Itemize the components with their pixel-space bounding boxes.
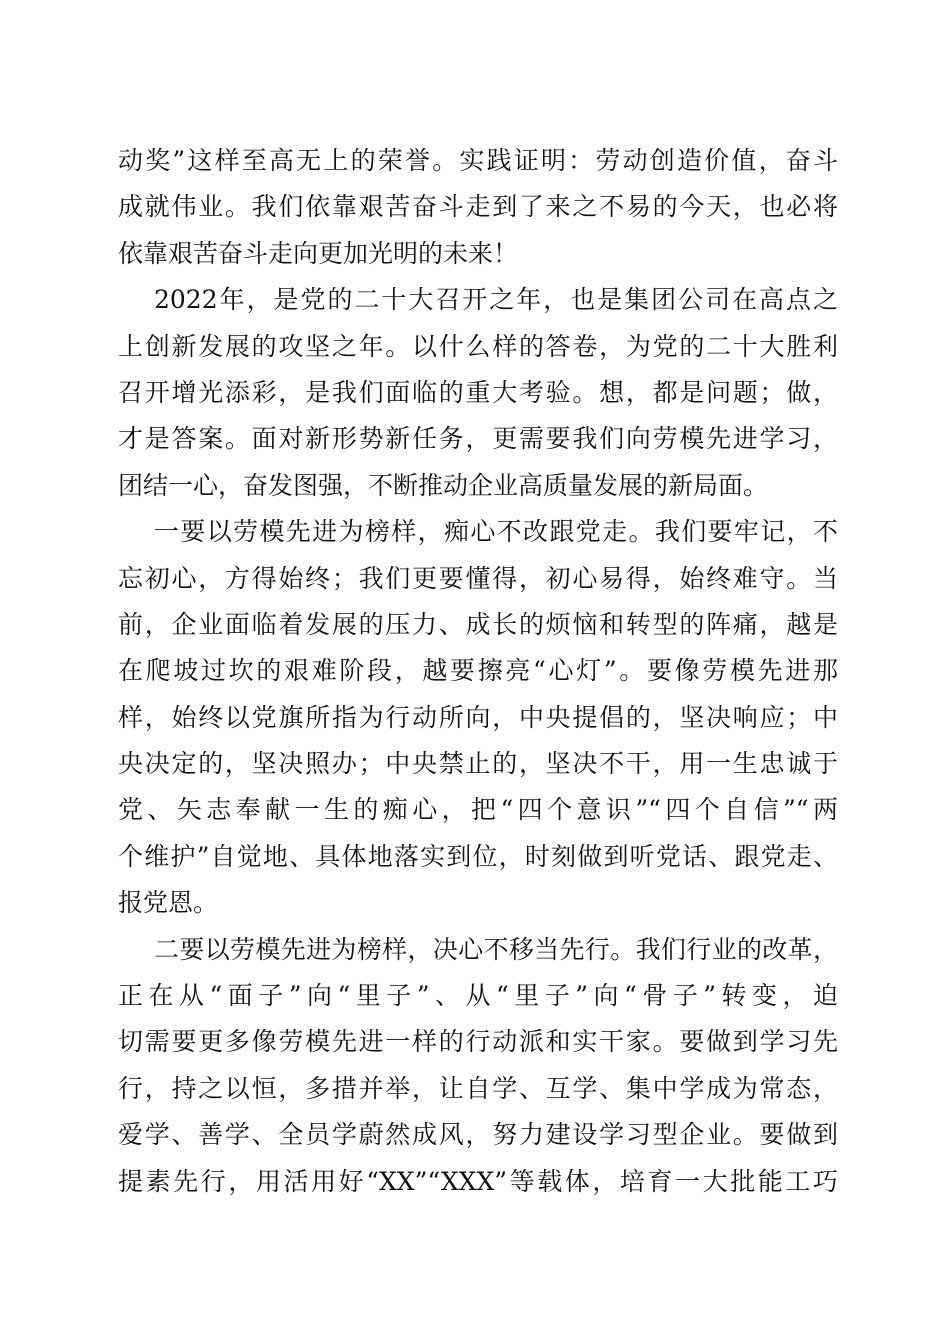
text-line: 党、矢志奉献一生的痴心，把“四个意识”“四个自信”“两 xyxy=(118,795,838,825)
text-line: 上创新发展的攻坚之年。以什么样的答卷，为党的二十大胜利 xyxy=(118,331,838,361)
text-line: 前，企业面临着发展的压力、成长的烦恼和转型的阵痛，越是 xyxy=(118,609,838,639)
text-line: 成就伟业。我们依靠艰苦奋斗走到了来之不易的今天，也必将 xyxy=(118,192,838,222)
text-line: 动奖”这样至高无上的荣誉。实践证明：劳动创造价值，奋斗 xyxy=(118,146,838,175)
paragraph-2 xyxy=(118,277,838,509)
text-line: 团结一心，奋发图强，不断推动企业高质量发展的新局面。 xyxy=(118,470,769,500)
paragraph-3 xyxy=(118,509,838,927)
text-line: 爱学、善学、全员学蔚然成风，努力建设学习型企业。要做到 xyxy=(118,1120,838,1150)
paragraph-1 xyxy=(118,138,838,277)
text-line: 在爬坡过坎的艰难阶段，越要擦亮“心灯”。要像劳模先进那 xyxy=(118,656,838,686)
text-line: 提素先行，用活用好“XX”“XXX”等载体，培育一大批能工巧 xyxy=(118,1166,838,1196)
text-line: 切需要更多像劳模先进一样的行动派和实干家。要做到学习先 xyxy=(118,1027,838,1057)
text-line: 召开增光添彩，是我们面临的重大考验。想，都是问题；做， xyxy=(118,377,838,407)
text-line: 依靠艰苦奋斗走向更加光明的未来！ xyxy=(118,238,519,268)
text-line: 正在从“面子”向“里子”、从“里子”向“骨子”转变，迫 xyxy=(118,981,838,1011)
text-line: 样，始终以党旗所指为行动所向，中央提倡的，坚决响应；中 xyxy=(118,702,838,732)
text-line: 忘初心，方得始终；我们更要懂得，初心易得，始终难守。当 xyxy=(118,563,838,593)
document-body xyxy=(118,138,838,1205)
text-line: 二要以劳模先进为榜样，决心不移当先行。我们行业的改革， xyxy=(154,934,838,964)
text-line: 才是答案。面对新形势新任务，更需要我们向劳模先进学习， xyxy=(118,424,838,454)
text-line: 个维护”自觉地、具体地落实到位，时刻做到听党话、跟党走、 xyxy=(118,841,838,871)
text-line: 报党恩。 xyxy=(118,888,219,918)
text-line: 行，持之以恒，多措并举，让自学、互学、集中学成为常态， xyxy=(118,1073,838,1103)
text-line: 央决定的，坚决照办；中央禁止的，坚决不干，用一生忠诚于 xyxy=(118,749,838,779)
text-line: 一要以劳模先进为榜样，痴心不改跟党走。我们要牢记，不 xyxy=(154,517,838,547)
paragraph-4 xyxy=(118,927,838,1205)
text-line: 2022年，是党的二十大召开之年，也是集团公司在高点之 xyxy=(154,285,838,315)
